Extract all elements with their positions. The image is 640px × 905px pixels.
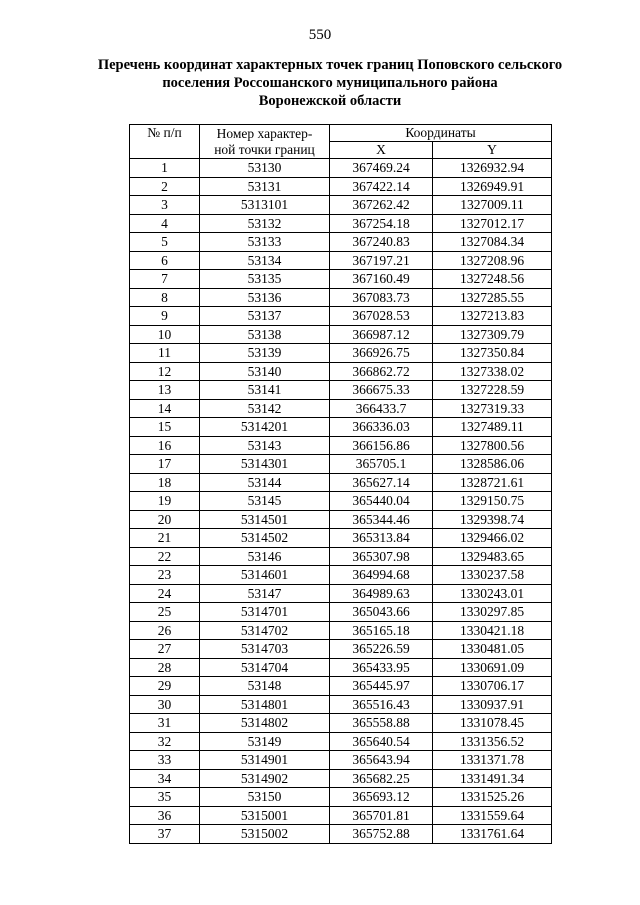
coord-y: 1329466.02 xyxy=(433,529,552,548)
coord-x: 367197.21 xyxy=(330,251,433,270)
row-number: 27 xyxy=(130,640,200,659)
header-point-number xyxy=(200,125,330,159)
coord-y: 1327489.11 xyxy=(433,418,552,437)
point-number: 5314801 xyxy=(200,695,330,714)
coord-x: 365043.66 xyxy=(330,603,433,622)
coord-y: 1330243.01 xyxy=(433,584,552,603)
table-row xyxy=(130,196,552,215)
point-number: 53141 xyxy=(200,381,330,400)
table-row xyxy=(130,177,552,196)
row-number: 29 xyxy=(130,677,200,696)
coord-y: 1331491.34 xyxy=(433,769,552,788)
coord-x: 365682.25 xyxy=(330,769,433,788)
table-row xyxy=(130,251,552,270)
table-row xyxy=(130,492,552,511)
header-x: X xyxy=(330,142,433,159)
row-number: 16 xyxy=(130,436,200,455)
table-row xyxy=(130,806,552,825)
point-number: 5313101 xyxy=(200,196,330,215)
point-number: 53132 xyxy=(200,214,330,233)
header-point-line-2: ной точки границ xyxy=(214,141,315,157)
row-number: 32 xyxy=(130,732,200,751)
coord-y: 1330421.18 xyxy=(433,621,552,640)
coord-x: 366156.86 xyxy=(330,436,433,455)
point-number: 53142 xyxy=(200,399,330,418)
table-row xyxy=(130,732,552,751)
point-number: 5314802 xyxy=(200,714,330,733)
point-number: 53145 xyxy=(200,492,330,511)
table-row xyxy=(130,714,552,733)
point-number: 53137 xyxy=(200,307,330,326)
point-number: 53136 xyxy=(200,288,330,307)
coord-x: 365344.46 xyxy=(330,510,433,529)
row-number: 8 xyxy=(130,288,200,307)
coord-y: 1329150.75 xyxy=(433,492,552,511)
coord-y: 1327350.84 xyxy=(433,344,552,363)
table-row xyxy=(130,362,552,381)
coord-x: 367160.49 xyxy=(330,270,433,289)
row-number: 15 xyxy=(130,418,200,437)
coord-y: 1331559.64 xyxy=(433,806,552,825)
row-number: 12 xyxy=(130,362,200,381)
coord-x: 366987.12 xyxy=(330,325,433,344)
coord-y: 1330297.85 xyxy=(433,603,552,622)
table-body xyxy=(130,159,552,844)
coord-x: 364994.68 xyxy=(330,566,433,585)
row-number: 5 xyxy=(130,233,200,252)
coord-x: 366862.72 xyxy=(330,362,433,381)
table-row xyxy=(130,436,552,455)
row-number: 33 xyxy=(130,751,200,770)
coord-x: 365307.98 xyxy=(330,547,433,566)
table-row xyxy=(130,307,552,326)
document-title xyxy=(60,56,600,110)
point-number: 53149 xyxy=(200,732,330,751)
coord-x: 365433.95 xyxy=(330,658,433,677)
row-number: 2 xyxy=(130,177,200,196)
point-number: 53134 xyxy=(200,251,330,270)
table-row xyxy=(130,621,552,640)
coord-y: 1330706.17 xyxy=(433,677,552,696)
coord-x: 367422.14 xyxy=(330,177,433,196)
row-number: 26 xyxy=(130,621,200,640)
table-row xyxy=(130,214,552,233)
row-number: 13 xyxy=(130,381,200,400)
coord-x: 367028.53 xyxy=(330,307,433,326)
row-number: 25 xyxy=(130,603,200,622)
coord-x: 364989.63 xyxy=(330,584,433,603)
coord-y: 1327228.59 xyxy=(433,381,552,400)
coord-x: 365643.94 xyxy=(330,751,433,770)
coord-x: 365445.97 xyxy=(330,677,433,696)
point-number: 5315002 xyxy=(200,825,330,844)
table-row xyxy=(130,788,552,807)
coord-x: 366675.33 xyxy=(330,381,433,400)
point-number: 53135 xyxy=(200,270,330,289)
row-number: 10 xyxy=(130,325,200,344)
table-row xyxy=(130,584,552,603)
point-number: 5314704 xyxy=(200,658,330,677)
row-number: 31 xyxy=(130,714,200,733)
coord-y: 1330237.58 xyxy=(433,566,552,585)
point-number: 53150 xyxy=(200,788,330,807)
coord-y: 1327009.11 xyxy=(433,196,552,215)
coord-y: 1327012.17 xyxy=(433,214,552,233)
coord-x: 366336.03 xyxy=(330,418,433,437)
coord-x: 365226.59 xyxy=(330,640,433,659)
coord-y: 1327338.02 xyxy=(433,362,552,381)
row-number: 17 xyxy=(130,455,200,474)
point-number: 53143 xyxy=(200,436,330,455)
row-number: 11 xyxy=(130,344,200,363)
coord-x: 367262.42 xyxy=(330,196,433,215)
row-number: 14 xyxy=(130,399,200,418)
coord-x: 367240.83 xyxy=(330,233,433,252)
table-row xyxy=(130,418,552,437)
coord-y: 1327309.79 xyxy=(433,325,552,344)
point-number: 5314901 xyxy=(200,751,330,770)
point-number: 5315001 xyxy=(200,806,330,825)
table-row xyxy=(130,344,552,363)
row-number: 28 xyxy=(130,658,200,677)
coord-x: 365640.54 xyxy=(330,732,433,751)
coord-y: 1328721.61 xyxy=(433,473,552,492)
row-number: 20 xyxy=(130,510,200,529)
coord-x: 366926.75 xyxy=(330,344,433,363)
table-row xyxy=(130,159,552,178)
point-number: 53139 xyxy=(200,344,330,363)
coord-y: 1328586.06 xyxy=(433,455,552,474)
row-number: 34 xyxy=(130,769,200,788)
point-number: 53131 xyxy=(200,177,330,196)
row-number: 22 xyxy=(130,547,200,566)
point-number: 5314201 xyxy=(200,418,330,437)
coord-x: 366433.7 xyxy=(330,399,433,418)
point-number: 53138 xyxy=(200,325,330,344)
row-number: 18 xyxy=(130,473,200,492)
coord-x: 365558.88 xyxy=(330,714,433,733)
table-row xyxy=(130,233,552,252)
table-row xyxy=(130,455,552,474)
coord-x: 365627.14 xyxy=(330,473,433,492)
title-line-1: Перечень координат характерных точек границ Поповского сельского xyxy=(97,57,563,73)
coord-y: 1327800.56 xyxy=(433,436,552,455)
coord-x: 365313.84 xyxy=(330,529,433,548)
row-number: 7 xyxy=(130,270,200,289)
point-number: 53144 xyxy=(200,473,330,492)
header-y: Y xyxy=(433,142,552,159)
coord-x: 365516.43 xyxy=(330,695,433,714)
point-number: 5314502 xyxy=(200,529,330,548)
coord-y: 1330481.05 xyxy=(433,640,552,659)
coord-y: 1331371.78 xyxy=(433,751,552,770)
coord-y: 1327285.55 xyxy=(433,288,552,307)
coord-x: 365693.12 xyxy=(330,788,433,807)
title-line-3: Воронежской области xyxy=(258,93,402,109)
row-number: 3 xyxy=(130,196,200,215)
row-number: 1 xyxy=(130,159,200,178)
point-number: 5314501 xyxy=(200,510,330,529)
coord-y: 1327208.96 xyxy=(433,251,552,270)
coord-y: 1326932.94 xyxy=(433,159,552,178)
point-number: 53130 xyxy=(200,159,330,178)
row-number: 36 xyxy=(130,806,200,825)
header-point-line-1: Номер характер- xyxy=(216,125,313,141)
table-row xyxy=(130,603,552,622)
point-number: 5314701 xyxy=(200,603,330,622)
row-number: 9 xyxy=(130,307,200,326)
row-number: 6 xyxy=(130,251,200,270)
row-number: 4 xyxy=(130,214,200,233)
coord-y: 1329398.74 xyxy=(433,510,552,529)
point-number: 53148 xyxy=(200,677,330,696)
coord-x: 367469.24 xyxy=(330,159,433,178)
title-line-2: поселения Россошанского муниципального района xyxy=(162,75,498,91)
coord-x: 367083.73 xyxy=(330,288,433,307)
row-number: 21 xyxy=(130,529,200,548)
point-number: 5314601 xyxy=(200,566,330,585)
coordinates-table xyxy=(129,124,552,844)
coord-y: 1330937.91 xyxy=(433,695,552,714)
coord-y: 1330691.09 xyxy=(433,658,552,677)
table-row xyxy=(130,658,552,677)
row-number: 24 xyxy=(130,584,200,603)
point-number: 5314702 xyxy=(200,621,330,640)
point-number: 53146 xyxy=(200,547,330,566)
table-row xyxy=(130,566,552,585)
coord-x: 365440.04 xyxy=(330,492,433,511)
coord-y: 1331356.52 xyxy=(433,732,552,751)
coord-x: 365705.1 xyxy=(330,455,433,474)
table-row xyxy=(130,695,552,714)
point-number: 5314703 xyxy=(200,640,330,659)
coord-y: 1331078.45 xyxy=(433,714,552,733)
table-row xyxy=(130,769,552,788)
table-row xyxy=(130,399,552,418)
coord-x: 367254.18 xyxy=(330,214,433,233)
point-number: 53133 xyxy=(200,233,330,252)
coord-y: 1327319.33 xyxy=(433,399,552,418)
table-row xyxy=(130,473,552,492)
page-number: 550 xyxy=(308,27,332,43)
row-number: 35 xyxy=(130,788,200,807)
coord-y: 1327248.56 xyxy=(433,270,552,289)
point-number: 53140 xyxy=(200,362,330,381)
coord-y: 1331525.26 xyxy=(433,788,552,807)
coord-x: 365701.81 xyxy=(330,806,433,825)
coord-y: 1326949.91 xyxy=(433,177,552,196)
row-number: 37 xyxy=(130,825,200,844)
point-number: 5314301 xyxy=(200,455,330,474)
table-row xyxy=(130,381,552,400)
point-number: 53147 xyxy=(200,584,330,603)
coord-x: 365165.18 xyxy=(330,621,433,640)
table-row xyxy=(130,751,552,770)
coord-y: 1329483.65 xyxy=(433,547,552,566)
table-row xyxy=(130,270,552,289)
table-row xyxy=(130,529,552,548)
table-row xyxy=(130,825,552,844)
header-coordinates: Координаты xyxy=(330,125,552,142)
header-number: № п/п xyxy=(130,125,200,159)
point-number: 5314902 xyxy=(200,769,330,788)
coord-y: 1327213.83 xyxy=(433,307,552,326)
table-row xyxy=(130,677,552,696)
table-row xyxy=(130,547,552,566)
row-number: 30 xyxy=(130,695,200,714)
coord-y: 1331761.64 xyxy=(433,825,552,844)
coord-x: 365752.88 xyxy=(330,825,433,844)
coord-y: 1327084.34 xyxy=(433,233,552,252)
table-row xyxy=(130,288,552,307)
table-row xyxy=(130,510,552,529)
table-row xyxy=(130,640,552,659)
row-number: 19 xyxy=(130,492,200,511)
row-number: 23 xyxy=(130,566,200,585)
table-row xyxy=(130,325,552,344)
